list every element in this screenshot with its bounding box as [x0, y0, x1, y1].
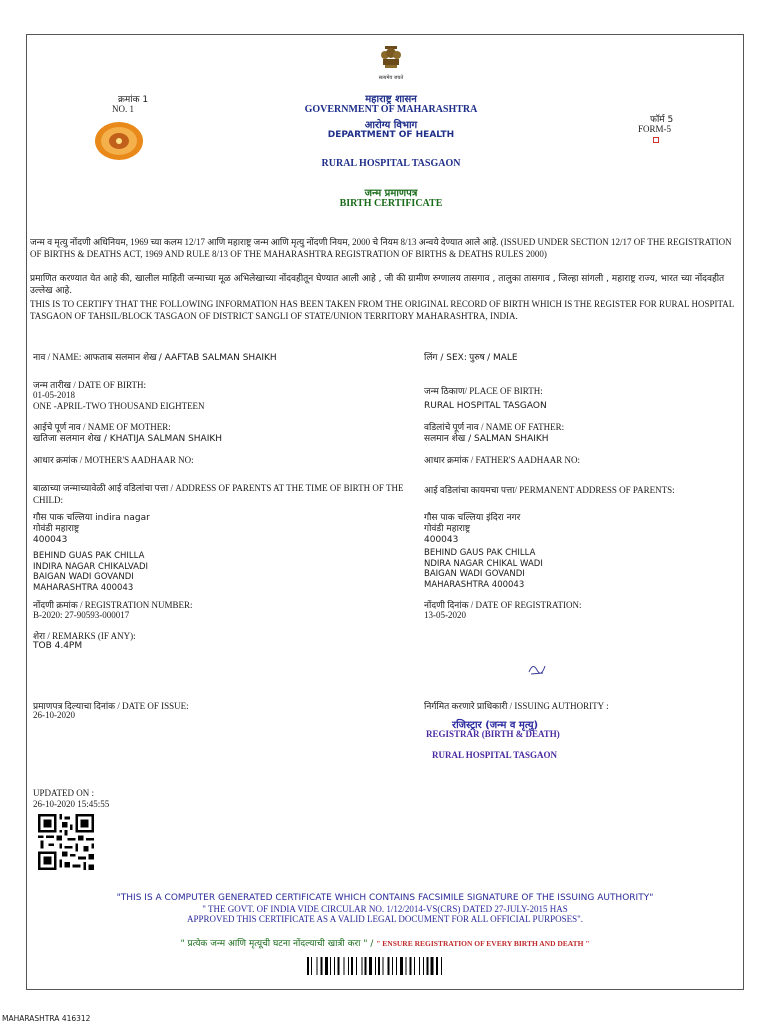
address-line: गोवंडी महाराष्ट्र — [424, 524, 471, 534]
certify-text-en: THIS IS TO CERTIFY THAT THE FOLLOWING INFORMATION HAS BEEN TAKEN FROM THE ORIGINAL RECORD OF BIRTH WHICH IS THE REGISTER FOR RURAL HOSPITAL TASGAON OF TAHSIL/BLOCK TASGAON OF DISTRICT SANGLI OF STATE/UNION TERRITORY MAHARASHTRA, INDIA. — [30, 299, 734, 321]
address-line: 400043 — [33, 535, 68, 545]
address-at-birth-en — [33, 551, 148, 593]
updated-on-value: 26-10-2020 15:45:55 — [33, 799, 110, 809]
address-line: INDIRA NAGAR CHIKALVADI — [33, 561, 149, 572]
address-line: NDIRA NAGAR CHIKAL WADI — [424, 558, 543, 569]
footer-line-3: APPROVED THIS CERTIFICATE AS A VALID LEGAL DOCUMENT FOR ALL OFFICIAL PURPOSES". — [186, 914, 584, 924]
slogan-mr: " प्रत्येक जन्म आणि मृत्यूची घटना नोंदल्याची खात्री करा " / — [180, 939, 374, 949]
sex-value-mr: पुरुष — [469, 353, 485, 363]
address-line: BEHIND GUAS PAK CHILLA — [33, 551, 145, 561]
serial-label-en: NO. 1 — [112, 104, 134, 114]
date-of-issue-label: प्रमाणपत्र दिल्याचा दिनांक / DATE OF ISSUE: — [33, 701, 189, 711]
address-line: 400043 — [424, 535, 459, 545]
name-row — [33, 350, 277, 363]
authority-title-en: REGISTRAR (BIRTH & DEATH) — [426, 729, 560, 739]
pob-value: RURAL HOSPITAL TASGAON — [424, 401, 547, 411]
dept-title-mr: आरोग्य विभाग — [364, 120, 418, 131]
mother-aadhaar-label: आधार क्रमांक / MOTHER'S AADHAAR NO: — [33, 455, 194, 465]
emblem-caption: सत्यमेव जयते — [378, 75, 404, 81]
address-line: MAHARASHTRA 400043 — [424, 579, 525, 590]
certificate-border — [26, 34, 744, 990]
pob-label: जन्म ठिकाण/ PLACE OF BIRTH: — [424, 386, 543, 396]
hospital-title: RURAL HOSPITAL TASGAON — [321, 158, 461, 169]
mother-row — [33, 431, 222, 444]
outside-address-text: MAHARASHTRA 416312 — [2, 1014, 91, 1023]
name-value-en: / AAFTAB SALMAN SHAIKH — [158, 353, 277, 363]
authority-title-mr: रजिस्ट्रार (जन्म व मृत्यु) — [452, 720, 539, 731]
certificate-title-mr: जन्म प्रमाणपत्र — [364, 188, 418, 199]
address-line: BAIGAN WADI GOVANDI — [33, 572, 134, 582]
registration-date-label: नोंदणी दिनांक / DATE OF REGISTRATION: — [424, 600, 582, 610]
address-line: MAHARASHTRA 400043 — [33, 582, 134, 593]
father-row — [424, 431, 549, 444]
name-label: नाव / NAME: — [33, 352, 82, 362]
address-at-birth-label: बाळाच्या जन्माच्यावेळी आई वडिलांचा पत्ता / ADDRESS OF PARENTS AT THE TIME OF BIRTH OF THE CHILD: — [33, 483, 404, 505]
sex-value-en: / MALE — [487, 353, 518, 363]
registration-number-label: नोंदणी क्रमांक / REGISTRATION NUMBER: — [33, 600, 193, 610]
address-at-birth-mr — [33, 513, 150, 546]
mother-value-en: / KHATIJA SALMAN SHAIKH — [103, 434, 223, 444]
certify-text-mr: प्रमाणित करण्यात येत आहे की, खालील माहिती जन्माच्या मूळ अभिलेखाच्या नोंदवहीतून घेण्यात आली आहे , जी की ग्रामीण रुग्णालय तासगाव , तालुका तासगाव , जिल्हा सांगली , महाराष्ट्र राज्य, भारत च्या नोंदवहीत उल्लेख आहे. — [30, 274, 725, 296]
serial-label-mr: क्रमांक 1 — [118, 95, 149, 105]
dob-label: जन्म तारीख / DATE OF BIRTH: — [33, 380, 146, 390]
address-line: गोवंडी महाराष्ट्र — [33, 524, 80, 534]
permanent-address-en — [424, 548, 543, 590]
registration-date-value: 13-05-2020 — [424, 610, 466, 620]
father-aadhaar-label: आधार क्रमांक / FATHER'S AADHAAR NO: — [424, 455, 580, 465]
mother-label: आईचे पूर्ण नाव / NAME OF MOTHER: — [33, 422, 171, 432]
form-label-mr: फॉर्म 5 — [650, 115, 674, 125]
certificate-title-en: BIRTH CERTIFICATE — [339, 198, 443, 209]
signature-icon — [527, 660, 549, 676]
slogan-row — [40, 936, 730, 949]
date-of-issue-value: 26-10-2020 — [33, 710, 75, 720]
footer-line-2: " THE GOVT. OF INDIA VIDE CIRCULAR NO. 1/12/2014-VS(CRS) DATED 27-JULY-2015 HAS — [202, 904, 568, 914]
form-mark-icon — [653, 137, 659, 143]
address-line: गौस पाक चल्लिया indira nagar — [33, 513, 150, 523]
issued-under-text: जन्म व मृत्यु नोंदणी अधिनियम, 1969 च्या कलम 12/17 आणि महाराष्ट्र जन्म आणि मृत्यु नोंदणी नियम, 2000 चे नियम 8/13 अन्वये देण्यात आले आहे. (ISSUED UNDER SECTION 12/17 OF THE REGISTRATION OF BIRTHS & DEATHS ACT, 1969 AND RULE 8/13 OF THE MAHARASHTRA REGISTRATION OF BIRTHS & DEATHS RULES 2000) — [30, 237, 732, 259]
remarks-value: TOB 4.4PM — [33, 641, 83, 651]
father-value-mr: सलमान शेख — [424, 434, 466, 444]
permanent-address-label: आई वडिलांचा कायमचा पत्ता/ PERMANENT ADDRESS OF PARENTS: — [424, 485, 675, 495]
remarks-label: शेरा / REMARKS (IF ANY): — [33, 631, 136, 641]
address-line: BAIGAN WADI GOVANDI — [424, 569, 525, 579]
updated-on-label: UPDATED ON : — [33, 788, 95, 798]
qr-code-icon — [38, 814, 94, 870]
father-label: वडिलांचे पूर्ण नाव / NAME OF FATHER: — [424, 422, 565, 432]
registration-number-value: B-2020: 27-90593-000017 — [33, 610, 130, 620]
govt-title-en: GOVERNMENT OF MAHARASHTRA — [304, 104, 478, 115]
sex-row — [424, 350, 518, 363]
permanent-address-mr — [424, 513, 520, 546]
authority-place: RURAL HOSPITAL TASGAON — [432, 750, 558, 760]
issuing-authority-label: निर्गमित करणारे प्राधिकारी / ISSUING AUTHORITY : — [424, 701, 609, 711]
address-line: BEHIND GAUS PAK CHILLA — [424, 548, 536, 558]
sex-label: लिंग / SEX: — [424, 353, 467, 363]
form-label-en: FORM-5 — [638, 124, 672, 134]
dept-title-en: DEPARTMENT OF HEALTH — [327, 130, 455, 140]
dob-words: ONE -APRIL-TWO THOUSAND EIGHTEEN — [33, 401, 205, 411]
dob-value: 01-05-2018 — [33, 390, 75, 400]
govt-title-mr: महाराष्ट्र शासन — [365, 94, 417, 105]
footer-line-1: "THIS IS A COMPUTER GENERATED CERTIFICATE WHICH CONTAINS FACSIMILE SIGNATURE OF THE ISSUING AUTHORITY" — [116, 893, 654, 903]
address-line: गौस पाक चल्लिया इंदिरा नगर — [424, 513, 521, 523]
barcode-icon — [307, 957, 479, 975]
maharashtra-seal-icon — [94, 121, 144, 161]
mother-value-mr: खतिजा सलमान शेख — [33, 434, 101, 444]
father-value-en: / SALMAN SHAIKH — [468, 434, 549, 444]
slogan-en: " ENSURE REGISTRATION OF EVERY BIRTH AND DEATH " — [376, 939, 590, 948]
name-value-mr: आफताब सलमान शेख — [83, 353, 157, 363]
